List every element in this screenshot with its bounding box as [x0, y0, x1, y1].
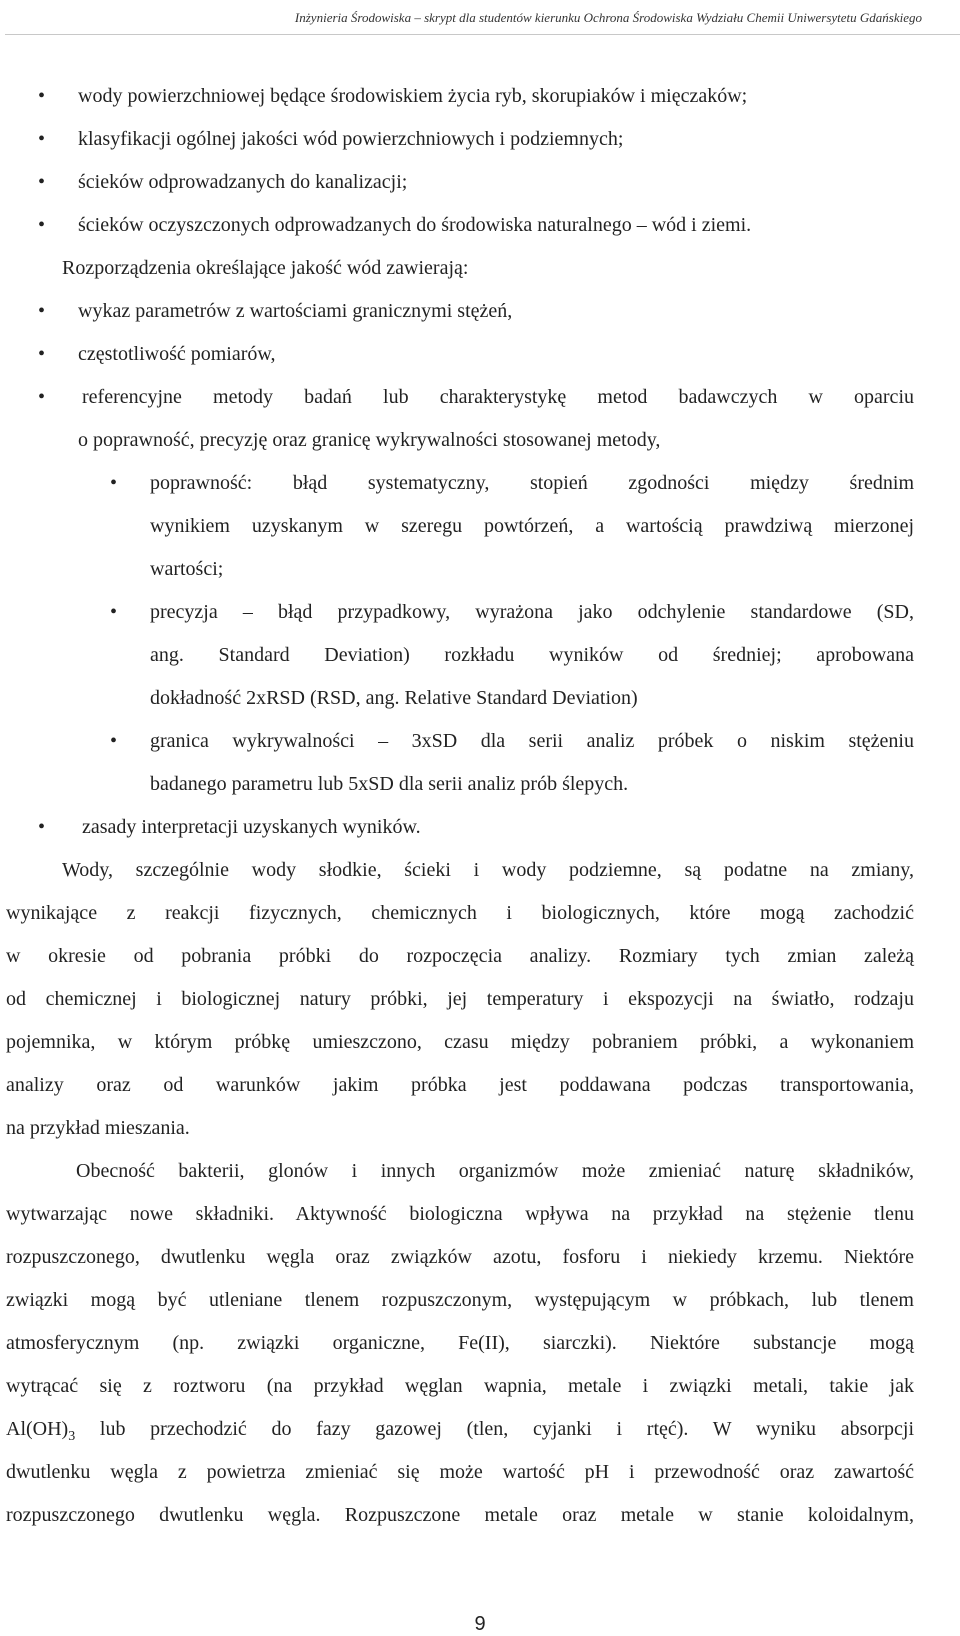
- list-item-continuation: o poprawność, precyzję oraz granicę wykrywalności stosowanej metody,: [78, 429, 661, 451]
- formula-subscript: 3: [68, 1429, 76, 1444]
- paragraph-line: rozpuszczonego dwutlenku węgla. Rozpuszczone metale oraz metale w stanie koloidalnym,: [6, 1504, 914, 1526]
- bullet: •: [38, 343, 46, 365]
- sublist-line: badanego parametru lub 5xSD dla serii analiz prób ślepych.: [150, 773, 629, 795]
- paragraph-line: analizy oraz od warunków jakim próbka jest poddawana podczas transportowania,: [6, 1074, 914, 1096]
- paragraph-line: wytwarzając nowe składniki. Aktywność biologiczna wpływa na przykład na stężenie tlenu: [6, 1203, 914, 1225]
- bullet: •: [38, 816, 46, 838]
- paragraph-line: Wody, szczególnie wody słodkie, ścieki i wody podziemne, są podatne na zmiany,: [62, 859, 914, 881]
- list-item: ścieków oczyszczonych odprowadzanych do środowiska naturalnego – wód i ziemi.: [78, 214, 752, 236]
- header-rule: [5, 34, 960, 35]
- list-item: ścieków odprowadzanych do kanalizacji;: [78, 171, 408, 193]
- sublist-line: dokładność 2xRSD (RSD, ang. Relative Standard Deviation): [150, 687, 638, 709]
- paragraph-line: dwutlenku węgla z powietrza zmieniać się może wartość pH i przewodność oraz zawartość: [6, 1461, 914, 1483]
- sublist-line: precyzja – błąd przypadkowy, wyrażona jako odchylenie standardowe (SD,: [150, 601, 914, 623]
- intro-text: Rozporządzenia określające jakość wód zawierają:: [62, 257, 469, 279]
- paragraph-line: rozpuszczonego, dwutlenku węgla oraz związków azotu, fosforu i niekiedy krzemu. Niektóre: [6, 1246, 914, 1268]
- list-item: wykaz parametrów z wartościami granicznymi stężeń,: [78, 300, 513, 322]
- sublist-line: wartości;: [150, 558, 224, 580]
- sublist-line: poprawność: błąd systematyczny, stopień zgodności między średnim: [150, 472, 914, 494]
- list-item: referencyjne metody badań lub charakterystykę metod badawczych w oparciu: [82, 386, 914, 408]
- list-item: częstotliwość pomiarów,: [78, 343, 276, 365]
- bullet: •: [38, 300, 46, 322]
- bullet: •: [38, 214, 46, 236]
- bullet: •: [38, 386, 46, 408]
- bullet: •: [38, 171, 46, 193]
- paragraph-line: w okresie od pobrania próbki do rozpoczęcia analizy. Rozmiary tych zmian zależą: [6, 945, 914, 967]
- paragraph-line: pojemnika, w którym próbkę umieszczono, czasu między pobraniem próbki, a wykonaniem: [6, 1031, 914, 1053]
- list-item: wody powierzchniowej będące środowiskiem życia ryb, skorupiaków i mięczaków;: [78, 85, 748, 107]
- formula-line-rest: lub przechodzić do fazy gazowej (tlen, cyjanki i rtęć). W wyniku absorpcji: [75, 1418, 914, 1440]
- paragraph-line: od chemicznej i biologicznej natury próbki, jej temperatury i ekspozycji na światło, rodzaju: [6, 988, 914, 1010]
- paragraph-line: Obecność bakterii, glonów i innych organizmów może zmieniać naturę składników,: [76, 1160, 914, 1182]
- sublist-line: ang. Standard Deviation) rozkładu wyników od średniej; aprobowana: [150, 644, 914, 666]
- running-header: Inżynieria Środowiska – skrypt dla studentów kierunku Ochrona Środowiska Wydziału Chemii Uniwersytetu Gdańskiego: [294, 10, 922, 25]
- paragraph-line: wytrącać się z roztworu (na przykład węglan wapnia, metale i związki metali, takie jak: [6, 1375, 914, 1397]
- chemical-formula: Al(OH): [6, 1418, 69, 1440]
- page-number: 9: [474, 1613, 486, 1635]
- sublist-line: wynikiem uzyskanym w szeregu powtórzeń, a wartością prawdziwą mierzonej: [150, 515, 914, 537]
- list-item: zasady interpretacji uzyskanych wyników.: [82, 816, 421, 838]
- paragraph-line: atmosferycznym (np. związki organiczne, Fe(II), siarczki). Niektóre substancje mogą: [6, 1332, 914, 1354]
- paragraph-line: związki mogą być utleniane tlenem rozpuszczonym, występującym w próbkach, lub tlenem: [6, 1289, 914, 1311]
- sub-bullet: •: [110, 730, 118, 752]
- paragraph-line: wynikające z reakcji fizycznych, chemicznych i biologicznych, które mogą zachodzić: [6, 902, 914, 924]
- bullet: •: [38, 85, 46, 107]
- list-item: klasyfikacji ogólnej jakości wód powierzchniowych i podziemnych;: [78, 128, 624, 150]
- sublist-line: granica wykrywalności – 3xSD dla serii analiz próbek o niskim stężeniu: [150, 730, 914, 752]
- sub-bullet: •: [110, 601, 118, 623]
- paragraph-line: na przykład mieszania.: [6, 1117, 190, 1139]
- sub-bullet: •: [110, 472, 118, 494]
- bullet: •: [38, 128, 46, 150]
- paragraph-line-with-formula: [6, 1417, 914, 1449]
